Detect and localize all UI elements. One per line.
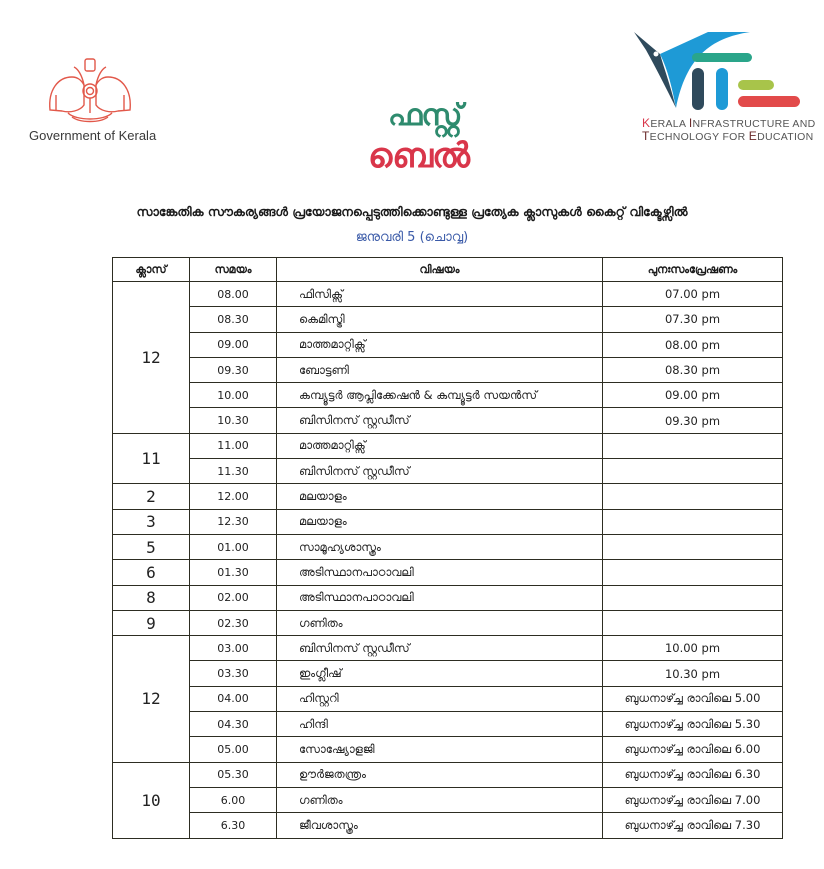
kite-logo-icon: [630, 28, 810, 113]
table-row: [113, 636, 783, 661]
time-cell: 11.30: [190, 459, 277, 484]
class-cell: 10: [113, 762, 190, 838]
subject-cell: സാമൂഹ്യശാസ്ത്രം: [277, 534, 603, 559]
first-bell-logo-bottom: ബെൽ: [368, 136, 470, 176]
subject-cell: ജീവശാസ്ത്രം: [277, 813, 603, 838]
table-row: [113, 661, 783, 686]
table-header-row: [113, 258, 783, 282]
subject-cell: കെമിസ്ട്രി: [277, 307, 603, 332]
time-cell: 02.30: [190, 610, 277, 635]
table-row: [113, 610, 783, 635]
time-cell: 03.00: [190, 636, 277, 661]
rebroadcast-cell: 07.00 pm: [603, 282, 783, 307]
header-class: ക്ലാസ്: [113, 258, 190, 282]
subject-cell: ഊർജതന്ത്രം: [277, 762, 603, 787]
table-row: [113, 282, 783, 307]
rebroadcast-cell: ബുധനാഴ്ച്ച രാവിലെ 6.00: [603, 737, 783, 762]
rebroadcast-cell: 09.30 pm: [603, 408, 783, 433]
table-row: [113, 433, 783, 458]
subject-cell: ഗണിതം: [277, 610, 603, 635]
time-cell: 11.00: [190, 433, 277, 458]
class-cell: 12: [113, 282, 190, 434]
class-cell: 6: [113, 560, 190, 585]
subject-cell: ഇംഗ്ലീഷ്: [277, 661, 603, 686]
table-row: [113, 585, 783, 610]
kite-name: [642, 117, 815, 143]
header-subject: വിഷയം: [277, 258, 603, 282]
time-cell: 6.00: [190, 787, 277, 812]
table-row: [113, 787, 783, 812]
rebroadcast-cell: [603, 585, 783, 610]
subject-cell: ഗണിതം: [277, 787, 603, 812]
kite-name-line1: KERALA INFRASTRUCTURE AND: [642, 116, 816, 130]
table-row: [113, 813, 783, 838]
time-cell: 02.00: [190, 585, 277, 610]
rebroadcast-cell: ബുധനാഴ്ച്ച രാവിലെ 6.30: [603, 762, 783, 787]
class-cell: 11: [113, 433, 190, 484]
rebroadcast-cell: [603, 534, 783, 559]
table-row: [113, 686, 783, 711]
kite-name-line2: TECHNOLOGY FOR EDUCATION: [642, 129, 814, 143]
time-cell: 03.30: [190, 661, 277, 686]
class-cell: 12: [113, 636, 190, 762]
schedule-body: [113, 282, 783, 839]
class-cell: 2: [113, 484, 190, 509]
time-cell: 08.00: [190, 282, 277, 307]
class-cell: 3: [113, 509, 190, 534]
kerala-emblem-icon: [40, 55, 140, 125]
table-row: [113, 459, 783, 484]
table-row: [113, 357, 783, 382]
subject-cell: ഹിസ്റ്ററി: [277, 686, 603, 711]
subject-cell: മലയാളം: [277, 509, 603, 534]
table-row: [113, 307, 783, 332]
table-row: [113, 408, 783, 433]
rebroadcast-cell: ബുധനാഴ്ച്ച രാവിലെ 7.30: [603, 813, 783, 838]
time-cell: 08.30: [190, 307, 277, 332]
rebroadcast-cell: 08.00 pm: [603, 332, 783, 357]
rebroadcast-cell: 10.30 pm: [603, 661, 783, 686]
time-cell: 05.00: [190, 737, 277, 762]
time-cell: 09.00: [190, 332, 277, 357]
table-row: [113, 383, 783, 408]
time-cell: 12.00: [190, 484, 277, 509]
time-cell: 01.30: [190, 560, 277, 585]
time-cell: 6.30: [190, 813, 277, 838]
table-row: [113, 509, 783, 534]
header-time: സമയം: [190, 258, 277, 282]
rebroadcast-cell: 09.00 pm: [603, 383, 783, 408]
schedule-table: [112, 257, 783, 839]
time-cell: 05.30: [190, 762, 277, 787]
subject-cell: സോഷ്യോളജി: [277, 737, 603, 762]
subject-cell: ഫിസിക്സ്: [277, 282, 603, 307]
rebroadcast-cell: [603, 509, 783, 534]
document-title: സാങ്കേതിക സൗകര്യങ്ങൾ പ്രയോജനപ്പെടുത്തിക്കൊണ്ടുള്ള പ്രത്യേക ക്ലാസുകൾ കൈറ്റ് വിക്ടേഴ്സിൽ: [136, 204, 688, 219]
header-rebroadcast: പുനഃസംപ്രേഷണം: [603, 258, 783, 282]
rebroadcast-cell: 08.30 pm: [603, 357, 783, 382]
subject-cell: ബിസിനസ് സ്റ്റഡീസ്: [277, 408, 603, 433]
subject-cell: മാത്തമാറ്റിക്സ്: [277, 332, 603, 357]
rebroadcast-cell: [603, 433, 783, 458]
rebroadcast-cell: [603, 459, 783, 484]
table-row: [113, 762, 783, 787]
table-row: [113, 560, 783, 585]
subject-cell: മലയാളം: [277, 484, 603, 509]
table-row: [113, 484, 783, 509]
table-row: [113, 534, 783, 559]
time-cell: 09.30: [190, 357, 277, 382]
subject-cell: ബോട്ടണി: [277, 357, 603, 382]
subject-cell: അടിസ്ഥാനപാഠാവലി: [277, 560, 603, 585]
government-label: Government of Kerala: [29, 128, 157, 143]
rebroadcast-cell: ബുധനാഴ്ച്ച രാവിലെ 7.00: [603, 787, 783, 812]
class-cell: 8: [113, 585, 190, 610]
rebroadcast-cell: [603, 560, 783, 585]
time-cell: 10.30: [190, 408, 277, 433]
table-row: [113, 737, 783, 762]
rebroadcast-cell: ബുധനാഴ്ച്ച രാവിലെ 5.30: [603, 712, 783, 737]
table-row: [113, 332, 783, 357]
rebroadcast-cell: ബുധനാഴ്ച്ച രാവിലെ 5.00: [603, 686, 783, 711]
time-cell: 12.30: [190, 509, 277, 534]
first-bell-logo-top: ഫസ്റ്റ്: [388, 98, 462, 133]
table-row: [113, 712, 783, 737]
class-cell: 5: [113, 534, 190, 559]
class-cell: 9: [113, 610, 190, 635]
subject-cell: കമ്പ്യൂട്ടർ ആപ്ലിക്കേഷൻ & കമ്പ്യൂട്ടർ സയൻസ്: [277, 383, 603, 408]
subject-cell: ബിസിനസ് സ്റ്റഡീസ്: [277, 459, 603, 484]
time-cell: 01.00: [190, 534, 277, 559]
rebroadcast-cell: [603, 484, 783, 509]
rebroadcast-cell: 10.00 pm: [603, 636, 783, 661]
rebroadcast-cell: 07.30 pm: [603, 307, 783, 332]
subject-cell: അടിസ്ഥാനപാഠാവലി: [277, 585, 603, 610]
time-cell: 10.00: [190, 383, 277, 408]
subject-cell: മാത്തമാറ്റിക്സ്: [277, 433, 603, 458]
time-cell: 04.30: [190, 712, 277, 737]
time-cell: 04.00: [190, 686, 277, 711]
document-date: ജനുവരി 5 (ചൊവ്വ): [355, 230, 469, 245]
subject-cell: ബിസിനസ് സ്റ്റഡീസ്: [277, 636, 603, 661]
rebroadcast-cell: [603, 610, 783, 635]
subject-cell: ഹിന്ദി: [277, 712, 603, 737]
